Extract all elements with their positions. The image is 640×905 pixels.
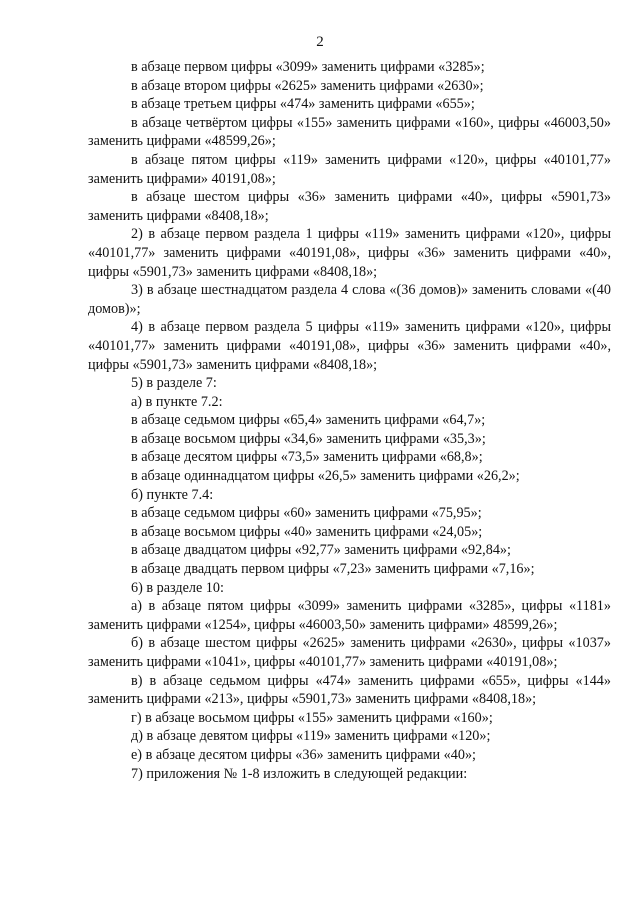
paragraph: в абзаце двадцатом цифры «92,77» заменить цифрами «92,84»; <box>131 542 511 559</box>
paragraph: в абзаце третьем цифры «474» заменить цифрами «655»; <box>131 96 475 113</box>
paragraph: в) в абзаце седьмом цифры «474» заменить цифрами «655», цифры «144» заменить цифрами «213», цифры «5901,73» заменить цифрами «8408,18»; <box>88 672 611 708</box>
paragraph: в абзаце восьмом цифры «40» заменить цифрами «24,05»; <box>131 523 483 540</box>
paragraph: в абзаце первом цифры «3099» заменить цифрами «3285»; <box>131 59 485 75</box>
paragraph: 3) в абзаце шестнадцатом раздела 4 слова «(36 домов)» заменить словами «(40 домов)»; <box>88 282 611 317</box>
paragraph: 5) в разделе 7: <box>131 375 217 392</box>
paragraph: 2) в абзаце первом раздела 1 цифры «119» заменить цифрами «120», цифры «40101,77» заменить цифрами «40191,08», цифры «36» заменить цифрами «40», цифры «5901,73» заменить цифрами «8408,18»; <box>88 226 611 280</box>
paragraph: а) в абзаце пятом цифры «3099» заменить цифрами «3285», цифры «1181» заменить цифрами «1254», цифры «46003,50» заменить цифрами» 48599,26»; <box>88 598 611 633</box>
paragraph: в абзаце шестом цифры «36» заменить цифрами «40», цифры «5901,73» заменить цифрами «8408,18»; <box>88 189 611 224</box>
paragraph: в абзаце двадцать первом цифры «7,23» заменить цифрами «7,16»; <box>131 561 535 578</box>
paragraph: в абзаце восьмом цифры «34,6» заменить цифрами «35,3»; <box>131 430 486 447</box>
paragraph: в абзаце втором цифры «2625» заменить цифрами «2630»; <box>131 77 484 94</box>
paragraph: в абзаце четвёртом цифры «155» заменить цифрами «160», цифры «46003,50» заменить цифрами «48599,26»; <box>88 114 611 150</box>
paragraph: г) в абзаце восьмом цифры «155» заменить цифрами «160»; <box>131 709 493 726</box>
paragraph: в абзаце одиннадцатом цифры «26,5» заменить цифрами «26,2»; <box>131 468 520 485</box>
paragraph: 7) приложения № 1-8 изложить в следующей редакции: <box>131 765 468 782</box>
paragraph: б) в абзаце шестом цифры «2625» заменить цифрами «2630», цифры «1037» заменить цифрами «1041», цифры «40101,77» заменить цифрами «40191,08»; <box>88 635 611 670</box>
page-number: 2 <box>316 34 324 50</box>
paragraph: б) пункте 7.4: <box>131 486 214 503</box>
paragraph: д) в абзаце девятом цифры «119» заменить цифрами «120»; <box>131 728 491 745</box>
paragraph: 4) в абзаце первом раздела 5 цифры «119» заменить цифрами «120», цифры «40101,77» заменить цифрами «40191,08», цифры «36» заменить цифрами «40», цифры «5901,73» заменить цифрами «8408,18»; <box>88 319 611 373</box>
paragraph: в абзаце седьмом цифры «60» заменить цифрами «75,95»; <box>131 505 482 522</box>
paragraph: е) в абзаце десятом цифры «36» заменить цифрами «40»; <box>131 746 476 763</box>
paragraph: в абзаце десятом цифры «73,5» заменить цифрами «68,8»; <box>131 449 483 466</box>
paragraph: в абзаце пятом цифры «119» заменить цифрами «120», цифры «40101,77» заменить цифрами» 40191,08»; <box>88 151 611 187</box>
paragraph: в абзаце седьмом цифры «65,4» заменить цифрами «64,7»; <box>131 412 486 429</box>
document-body <box>88 58 611 783</box>
paragraph: 6) в разделе 10: <box>131 579 224 596</box>
paragraph: а) в пункте 7.2: <box>131 393 223 410</box>
